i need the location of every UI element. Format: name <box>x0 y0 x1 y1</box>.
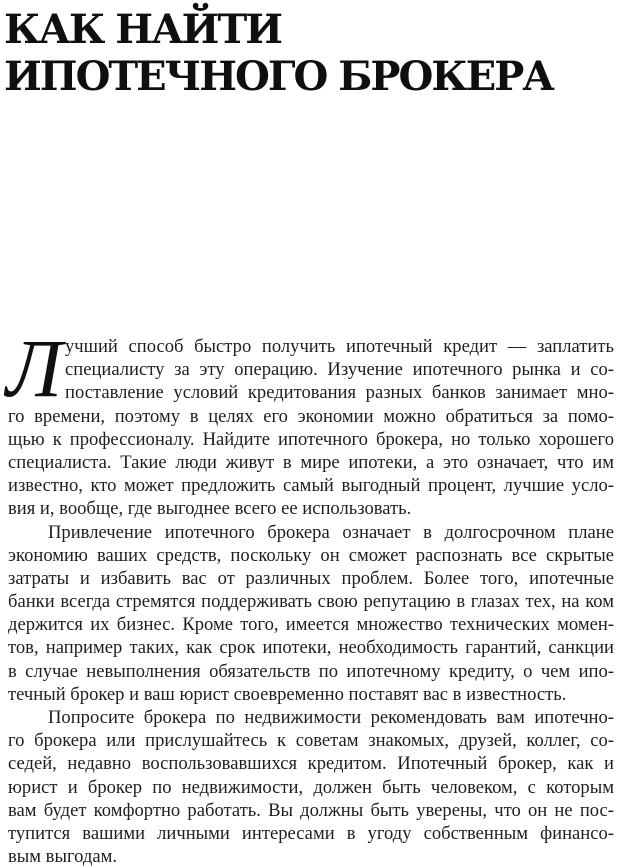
text-line: тупится вашими личными интересами в угоду собственным финансо- <box>8 822 614 844</box>
chapter-title-line-1: КАК НАЙТИ <box>4 6 281 53</box>
text-line: экономию ваших средств, поскольку он сможет распознать все скрытые <box>8 544 614 566</box>
chapter-title-line-2: ИПОТЕЧНОГО БРОКЕРА <box>4 53 553 100</box>
text-line: специалиста. Такие люди живут в мире ипотеки, а это означает, что им <box>8 451 614 473</box>
text-line: вым выгодам. <box>8 846 118 868</box>
body-text <box>8 335 614 868</box>
text-line: учший способ быстро получить ипотечный кредит — заплатить <box>65 336 614 357</box>
drop-cap-letter: Л <box>6 322 63 414</box>
text-line: Попросите брокера по недвижимости рекомендовать вам ипотечно- <box>48 707 614 728</box>
text-line: течный брокер и ваш юрист своевременно поставят вас в известность. <box>8 683 567 705</box>
text-line: специалисту за эту операцию. Изучение ипотечного рынка и со- <box>65 359 614 381</box>
text-line: поставление условий кредитования разных банков занимает мно- <box>65 382 614 404</box>
text-line: известно, кто может предложить самый выгодный процент, лучшие усло- <box>8 475 614 497</box>
text-line: юрист и брокер по недвижимости, должен быть человеком, с которым <box>8 776 614 798</box>
text-line: банки всегда стремятся поддерживать свою репутацию в глазах тех, на ком <box>8 591 614 613</box>
text-line: вам будет комфортно работать. Вы должны быть уверены, что он не пос- <box>8 799 614 821</box>
text-line: вия и, вообще, где выгоднее всего ее использовать. <box>8 498 412 520</box>
text-line: щью к профессионалу. Найдите ипотечного брокера, но только хорошего <box>8 428 614 450</box>
text-line: затраты и избавить вас от различных проблем. Более того, ипотечные <box>8 567 614 589</box>
text-line: тов, например таких, как срок ипотеки, необходимость гарантий, санкции <box>8 637 614 659</box>
text-line: Привлечение ипотечного брокера означает в долгосрочном плане <box>48 521 614 543</box>
text-line: в случае невыполнения обязательств по ипотечному кредиту, о чем ипо- <box>8 660 614 682</box>
text-line: седей, недавно воспользовавшихся кредитом. Ипотечный брокер, как и <box>8 753 614 775</box>
text-line: го брокера или прислушайтесь к советам знакомых, друзей, коллег, со- <box>8 730 614 752</box>
text-line: го времени, поэтому в целях его экономии можно обратиться за помо- <box>8 405 614 427</box>
text-line: держится их бизнес. Кроме того, имеется множество технических момен- <box>8 614 614 636</box>
chapter-title <box>4 6 553 100</box>
